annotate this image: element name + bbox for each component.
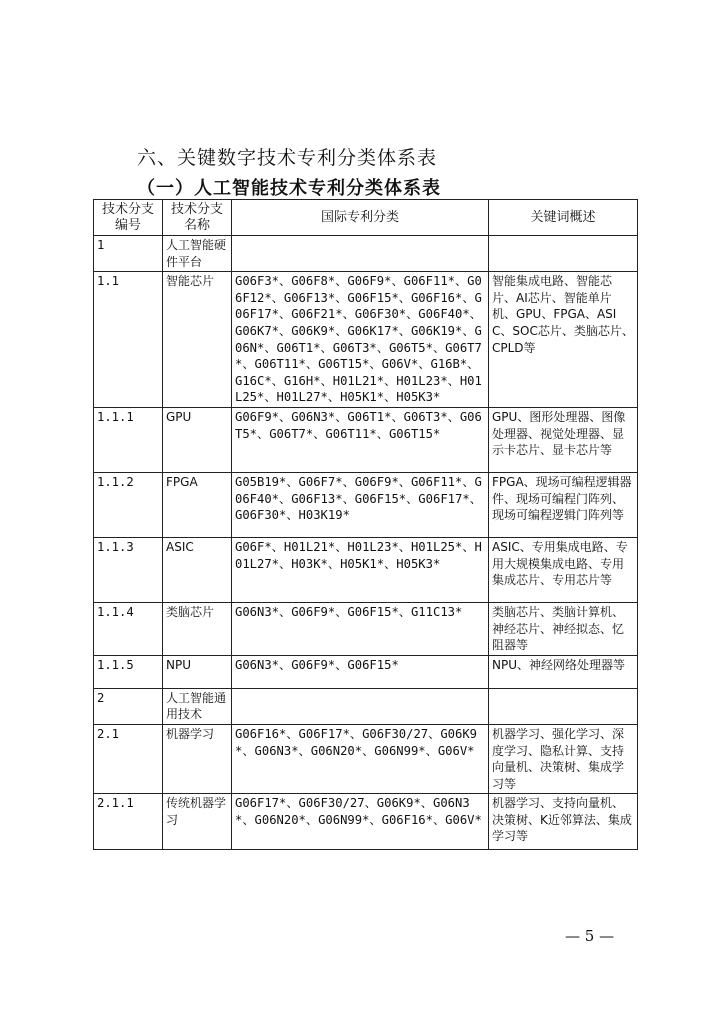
cell-keywords: GPU、图形处理器、图像处理器、视觉处理器、显示卡芯片、显卡芯片等 [489,407,638,472]
cell-keywords: 智能集成电路、智能芯片、AI芯片、智能单片机、GPU、FPGA、ASIC、SOC芯片、类脑芯片、CPLD等 [489,272,638,408]
table-row [94,724,638,793]
table-row [94,407,638,472]
cell-keywords: FPGA、现场可编程逻辑器件、现场可编程门阵列、现场可编程逻辑门阵列等 [489,472,638,537]
table-row [94,272,638,408]
cell-branch-number: 1.1.5 [94,655,163,688]
cell-ipc: G06F16*、G06F17*、G06F30/27、G06K9*、G06N3*、G06N20*、G06N99*、G06V* [232,724,489,793]
cell-ipc: G06N3*、G06F9*、G06F15*、G11C13* [232,602,489,655]
cell-branch-name: 人工智能硬件平台 [163,236,232,272]
table-row [94,794,638,850]
cell-branch-name: 传统机器学习 [163,794,232,850]
cell-keywords: ASIC、专用集成电路、专用大规模集成电路、专用集成芯片、专用芯片等 [489,537,638,602]
table-row [94,472,638,537]
cell-branch-number: 1.1.4 [94,602,163,655]
cell-ipc: G06F3*、G06F8*、G06F9*、G06F11*、G06F12*、G06F13*、G06F15*、G06F16*、G06F17*、G06F21*、G06F30*、G06F40*、G06K7*、G06K9*、G06K17*、G06K19*、G06N*、G06T1*、G06T3*、G06T5*、G06T7*、G06T11*、G06T15*、G06V*、G16B*、G16C*、G16H*、H01L21*、H01L23*、H01L25*、H01L27*、H05K1*、H05K3* [232,272,489,408]
cell-branch-number: 1.1.3 [94,537,163,602]
cell-keywords: NPU、神经网络处理器等 [489,655,638,688]
cell-keywords: 类脑芯片、类脑计算机、神经芯片、神经拟态、忆阻器等 [489,602,638,655]
table-row [94,602,638,655]
header-keywords: 关键词概述 [489,200,638,236]
cell-ipc [232,688,489,724]
header-branch-name: 技术分支名称 [163,200,232,236]
table-body [94,236,638,850]
cell-branch-name: GPU [163,407,232,472]
cell-branch-number: 1.1 [94,272,163,408]
cell-branch-number: 2.1.1 [94,794,163,850]
cell-ipc: G06N3*、G06F9*、G06F15* [232,655,489,688]
cell-branch-number: 2 [94,688,163,724]
table-row [94,688,638,724]
cell-ipc: G06F17*、G06F30/27、G06K9*、G06N3*、G06N20*、G06N99*、G06F16*、G06V* [232,794,489,850]
cell-branch-number: 2.1 [94,724,163,793]
cell-branch-number: 1 [94,236,163,272]
patent-classification-table [93,199,638,850]
cell-ipc: G05B19*、G06F7*、G06F9*、G06F11*、G06F40*、G06F13*、G06F15*、G06F17*、G06F30*、H03K19* [232,472,489,537]
table-row [94,537,638,602]
table-header-row [94,200,638,236]
cell-keywords [489,688,638,724]
cell-branch-name: 智能芯片 [163,272,232,408]
cell-keywords: 机器学习、支持向量机、决策树、K近邻算法、集成学习等 [489,794,638,850]
cell-branch-name: 类脑芯片 [163,602,232,655]
page-number: — 5 — [565,927,615,945]
table-row [94,655,638,688]
cell-branch-name: 人工智能通用技术 [163,688,232,724]
cell-ipc: G06F9*、G06N3*、G06T1*、G06T3*、G06T5*、G06T7*、G06T11*、G06T15* [232,407,489,472]
header-ipc: 国际专利分类 [232,200,489,236]
cell-ipc [232,236,489,272]
table-title: （一）人工智能技术专利分类体系表 [137,178,441,199]
cell-branch-number: 1.1.1 [94,407,163,472]
cell-branch-name: NPU [163,655,232,688]
cell-ipc: G06F*、H01L21*、H01L23*、H01L25*、H01L27*、H03K*、H05K1*、H05K3* [232,537,489,602]
cell-keywords [489,236,638,272]
section-heading: 六、关键数字技术专利分类体系表 [137,147,438,169]
cell-keywords: 机器学习、强化学习、深度学习、隐私计算、支持向量机、决策树、集成学习等 [489,724,638,793]
cell-branch-name: ASIC [163,537,232,602]
table-row [94,236,638,272]
cell-branch-name: 机器学习 [163,724,232,793]
header-branch-number: 技术分支编号 [94,200,163,236]
cell-branch-number: 1.1.2 [94,472,163,537]
cell-branch-name: FPGA [163,472,232,537]
